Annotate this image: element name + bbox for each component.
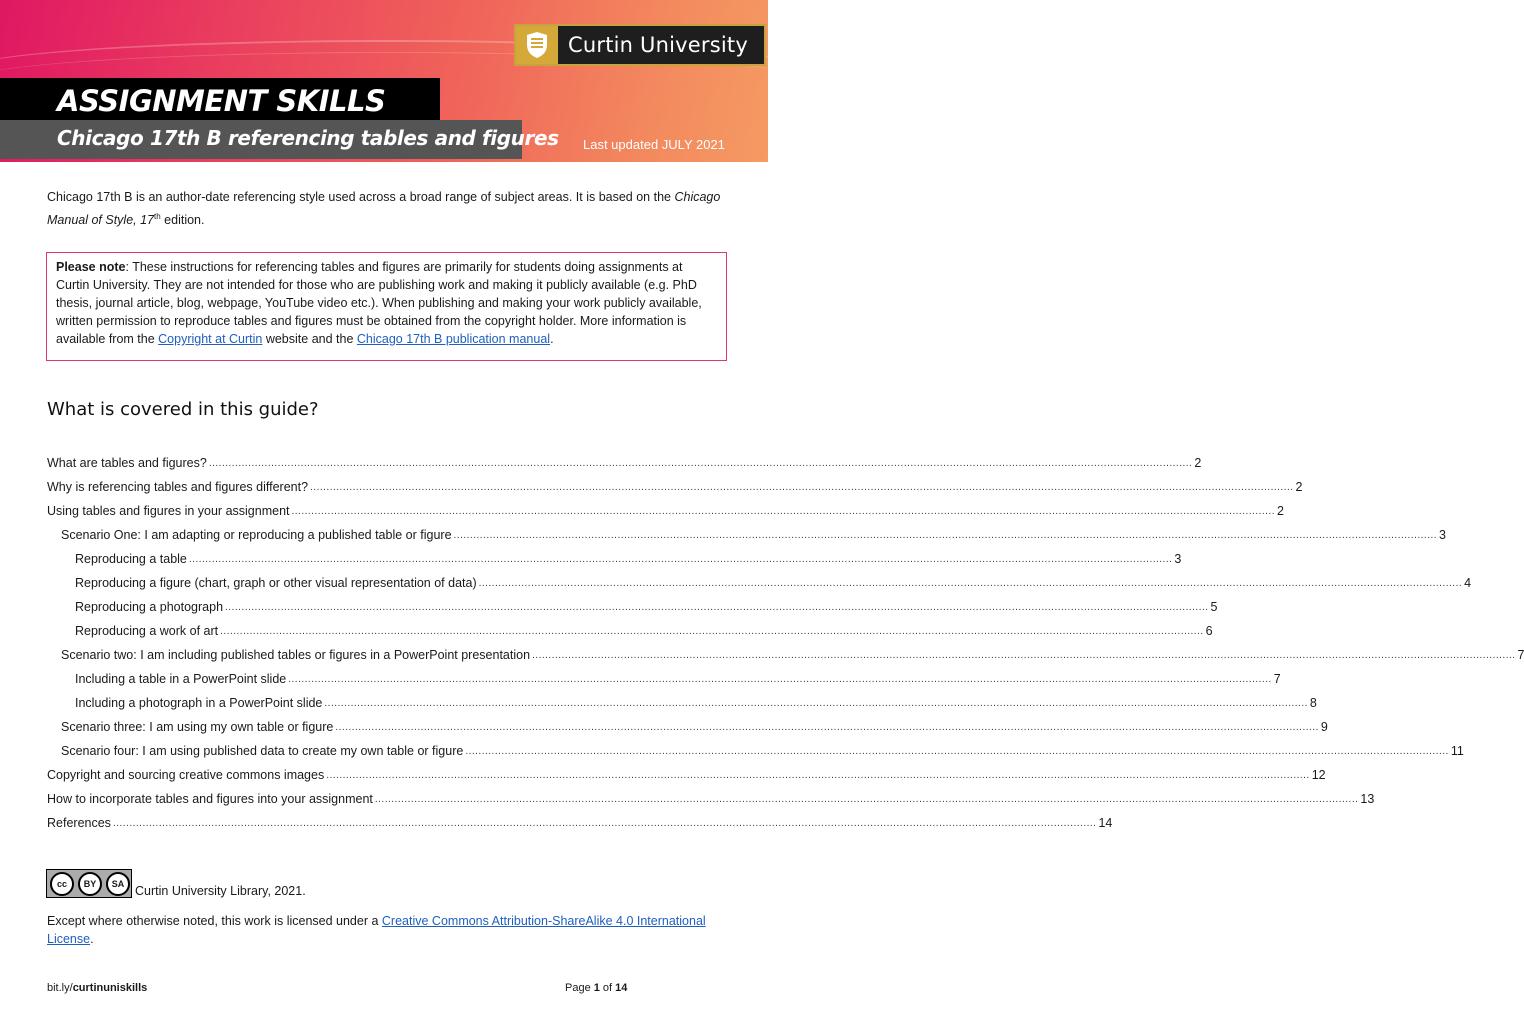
toc-leader-dots: ............................................................................................................................................................................................................................................................................................................: [310, 481, 1294, 493]
toc-heading: What is covered in this guide?: [47, 399, 319, 420]
toc-entry-page: 2: [1194, 456, 1202, 470]
page-title: ASSIGNMENT SKILLS: [57, 84, 386, 118]
toc-entry-page: 2: [1277, 504, 1284, 518]
crest-icon: [516, 26, 558, 64]
toc-entry[interactable]: [47, 739, 1464, 763]
toc-leader-dots: ............................................................................................................................................................................................................................................................................................................: [324, 697, 1308, 709]
last-updated: Last updated JULY 2021: [583, 137, 725, 152]
toc-leader-dots: ............................................................................................................................................................................................................................................................................................................: [291, 505, 1275, 517]
page-total: 14: [615, 982, 628, 994]
license-holder: Curtin University Library, 2021.: [135, 884, 306, 898]
toc-entry-page: 7: [1273, 672, 1281, 686]
toc-leader-dots: ............................................................................................................................................................................................................................................................................................................: [335, 721, 1319, 733]
logo-text: Curtin University: [568, 33, 748, 57]
toc-leader-dots: ............................................................................................................................................................................................................................................................................................................: [188, 553, 1173, 565]
toc-leader-dots: ............................................................................................................................................................................................................................................................................................................: [532, 649, 1516, 661]
note-text: : These instructions for referencing tables and figures are primarily for students doing assignments at Curtin University. They are not intended for those who are publishing work and making it publicly available (e.g. PhD thesis, journal article, blog, webpage, YouTube video etc.). When publishing and making your work publicly available, written permission to reproduce tables and figures must be obtained from the copyright holder. More information is available from the: [56, 260, 702, 346]
toc-leader-dots: ............................................................................................................................................................................................................................................................................................................: [374, 793, 1359, 805]
publication-manual-link[interactable]: Chicago 17th B publication manual: [356, 332, 551, 346]
sa-icon: SA: [106, 872, 130, 896]
page-of: of: [599, 982, 616, 994]
toc-entry-page: 11: [1450, 744, 1464, 758]
toc-entry-label: Reproducing a photograph: [75, 600, 224, 614]
footer-url[interactable]: [47, 982, 147, 994]
toc-entry-label: Using tables and figures in your assignment: [47, 504, 290, 518]
toc-leader-dots: ............................................................................................................................................................................................................................................................................................................: [453, 529, 1438, 541]
toc-leader-dots: ............................................................................................................................................................................................................................................................................................................: [465, 745, 1449, 757]
cc-license-badge[interactable]: [46, 869, 132, 898]
copyright-link[interactable]: Copyright at Curtin: [158, 332, 263, 346]
page-subtitle: Chicago 17th B referencing tables and figures: [57, 126, 559, 150]
license-text-end: .: [90, 932, 94, 946]
page-label: Page: [565, 982, 594, 994]
toc-leader-dots: ............................................................................................................................................................................................................................................................................................................: [225, 601, 1209, 613]
toc-entry-page: 3: [1439, 528, 1446, 542]
toc-entry-label: Scenario two: I am including published tables or figures in a PowerPoint presentation: [61, 648, 531, 662]
toc-entry-page: 2: [1295, 480, 1303, 494]
footer-url-prefix: bit.ly/: [47, 982, 73, 994]
toc-entry-label: Reproducing a work of art: [75, 624, 219, 638]
toc-entry[interactable]: [47, 475, 1303, 499]
toc-entry[interactable]: [47, 547, 1182, 571]
license-text: Except where otherwise noted, this work is licensed under a: [47, 914, 382, 928]
toc-leader-dots: ............................................................................................................................................................................................................................................................................................................: [208, 457, 1193, 469]
toc-entry-label: Scenario One: I am adapting or reproducing a published table or figure: [61, 528, 452, 542]
toc-entry[interactable]: [47, 451, 1202, 475]
license-paragraph: [47, 912, 727, 948]
toc-entry[interactable]: [47, 595, 1218, 619]
cc-icon: cc: [50, 872, 74, 896]
toc-entry-label: What are tables and figures?: [47, 456, 207, 470]
note-text-end: .: [550, 332, 554, 346]
intro-text-end: edition.: [160, 213, 205, 228]
table-of-contents: [47, 451, 1524, 835]
toc-leader-dots: ............................................................................................................................................................................................................................................................................................................: [112, 817, 1097, 829]
toc-entry[interactable]: [47, 571, 1472, 595]
toc-entry-label: Why is referencing tables and figures different?: [47, 480, 309, 494]
toc-entry[interactable]: [47, 667, 1281, 691]
toc-entry[interactable]: [47, 811, 1113, 835]
toc-entry-label: How to incorporate tables and figures into your assignment: [47, 792, 373, 806]
intro-text: Chicago 17th B is an author-date referencing style used across a broad range of subject areas. It is based on the: [47, 190, 675, 204]
note-label: Please note: [56, 260, 126, 274]
toc-entry-label: Reproducing a table: [75, 552, 187, 566]
toc-entry-label: Including a table in a PowerPoint slide: [75, 672, 287, 686]
toc-entry[interactable]: [47, 691, 1317, 715]
toc-entry-label: Scenario four: I am using published data to create my own table or figure: [61, 744, 464, 758]
toc-entry-page: 3: [1174, 552, 1182, 566]
toc-entry-page: 5: [1210, 600, 1218, 614]
toc-entry-label: References: [47, 816, 111, 830]
toc-entry-label: Reproducing a figure (chart, graph or other visual representation of data): [75, 576, 477, 590]
toc-entry[interactable]: [47, 787, 1375, 811]
curtin-logo[interactable]: [514, 24, 766, 66]
page-number: [565, 982, 627, 994]
toc-entry[interactable]: [47, 523, 1446, 547]
footer-url-bold: curtinuniskills: [72, 982, 148, 994]
toc-entry[interactable]: [47, 715, 1328, 739]
toc-entry-page: 6: [1205, 624, 1213, 638]
toc-entry-page: 9: [1320, 720, 1328, 734]
toc-entry[interactable]: [47, 763, 1326, 787]
by-icon: BY: [78, 872, 102, 896]
intro-sup: th: [154, 212, 161, 221]
toc-entry-page: 8: [1309, 696, 1317, 710]
toc-entry-page: 14: [1098, 816, 1113, 830]
toc-leader-dots: ............................................................................................................................................................................................................................................................................................................: [478, 577, 1463, 589]
toc-entry-page: 13: [1360, 792, 1375, 806]
toc-entry-page: 7: [1517, 648, 1524, 662]
page-current: 1: [593, 982, 600, 994]
toc-entry-label: Scenario three: I am using my own table or figure: [61, 720, 334, 734]
toc-leader-dots: ............................................................................................................................................................................................................................................................................................................: [220, 625, 1204, 637]
toc-entry-page: 4: [1464, 576, 1472, 590]
toc-entry[interactable]: [47, 499, 1284, 523]
toc-leader-dots: ............................................................................................................................................................................................................................................................................................................: [288, 673, 1272, 685]
note-box: [46, 252, 727, 361]
note-text-mid: website and the: [262, 332, 357, 346]
cc-license-link[interactable]: Creative Commons Attribution-ShareAlike 4.0 International License: [47, 914, 706, 946]
toc-leader-dots: ............................................................................................................................................................................................................................................................................................................: [326, 769, 1310, 781]
intro-italic: Chicago Manual of Style, 17: [47, 190, 721, 228]
toc-entry-label: Copyright and sourcing creative commons images: [47, 768, 325, 782]
intro-paragraph: [47, 188, 727, 230]
toc-entry[interactable]: [47, 643, 1524, 667]
toc-entry-page: 12: [1311, 768, 1326, 782]
toc-entry[interactable]: [47, 619, 1213, 643]
toc-entry-label: Including a photograph in a PowerPoint slide: [75, 696, 323, 710]
